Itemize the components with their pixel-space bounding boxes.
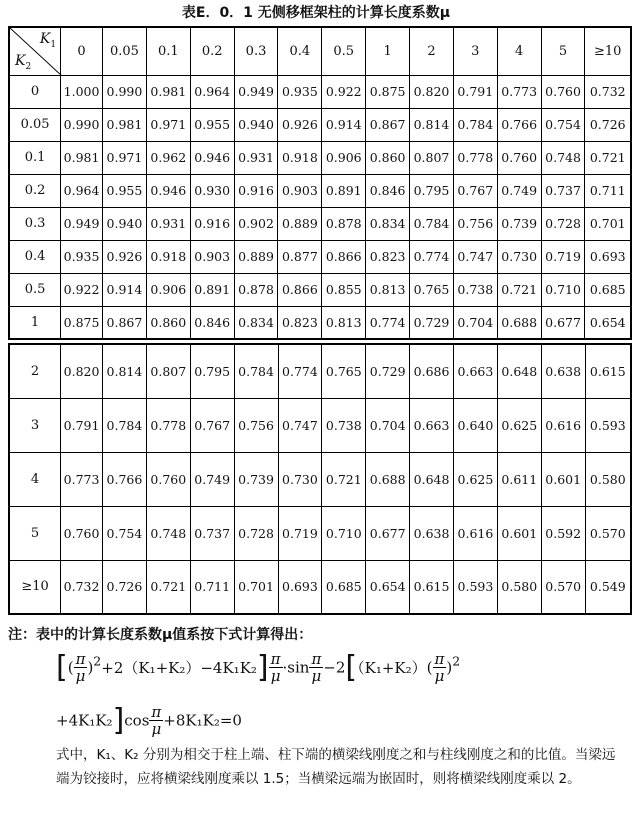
mu-value-cell: 0.902 — [234, 207, 278, 240]
mu-value-cell: 0.732 — [61, 560, 103, 614]
mu-table-top — [8, 26, 632, 340]
mu-value-cell: 0.820 — [410, 75, 454, 108]
mu-value-cell: 0.860 — [366, 141, 410, 174]
mu-value-cell: 0.730 — [497, 240, 541, 273]
mu-value-cell: 0.719 — [278, 506, 322, 560]
mu-value-cell: 0.931 — [234, 141, 278, 174]
mu-value-cell: 0.814 — [103, 344, 147, 398]
mu-value-cell: 0.791 — [61, 398, 103, 452]
mu-value-cell: 0.855 — [322, 273, 366, 306]
mu-value-cell: 0.580 — [497, 560, 541, 614]
mu-value-cell: 0.940 — [234, 108, 278, 141]
mu-value-cell: 0.685 — [585, 273, 631, 306]
mu-value-cell: 1.000 — [61, 75, 103, 108]
mu-value-cell: 0.867 — [103, 306, 147, 339]
mu-value-cell: 0.814 — [410, 108, 454, 141]
mu-value-cell: 0.738 — [322, 398, 366, 452]
mu-value-cell: 0.710 — [322, 506, 366, 560]
mu-value-cell: 0.795 — [190, 344, 234, 398]
mu-value-cell: 0.616 — [454, 506, 498, 560]
mu-value-cell: 0.766 — [103, 452, 147, 506]
mu-value-cell: 0.737 — [541, 174, 585, 207]
mu-value-cell: 0.710 — [541, 273, 585, 306]
mu-value-cell: 0.962 — [146, 141, 190, 174]
mu-value-cell: 0.663 — [410, 398, 454, 452]
mu-value-cell: 0.747 — [453, 240, 497, 273]
table-row — [9, 141, 631, 174]
mu-value-cell: 0.760 — [146, 452, 190, 506]
mu-value-cell: 0.784 — [410, 207, 454, 240]
mu-value-cell: 0.601 — [497, 506, 541, 560]
mu-value-cell: 0.767 — [453, 174, 497, 207]
mu-value-cell: 0.739 — [234, 452, 278, 506]
mu-value-cell: 0.860 — [146, 306, 190, 339]
row-header-k2: 0.3 — [9, 207, 61, 240]
mu-value-cell: 0.570 — [541, 560, 585, 614]
mu-value-cell: 0.823 — [366, 240, 410, 273]
mu-value-cell: 0.784 — [453, 108, 497, 141]
row-header-k2: 3 — [9, 398, 61, 452]
mu-value-cell: 0.990 — [103, 75, 147, 108]
mu-value-cell: 0.616 — [541, 398, 585, 452]
mu-value-cell: 0.930 — [190, 174, 234, 207]
mu-value-cell: 0.765 — [410, 273, 454, 306]
table-row — [9, 398, 631, 452]
formula-line-1: [( $\frac{\pi}{\mu}$ )$^2$+2（K₁+K₂）−4K₁K₂] $\frac{\pi}{\mu}$ ·sin $\frac{\pi}{\mu}$ −2[（K₁+K₂）( $\frac{\pi}{\mu}$ )$^2$ — [56, 650, 461, 685]
mu-value-cell: 0.903 — [190, 240, 234, 273]
mu-value-cell: 0.685 — [322, 560, 366, 614]
mu-value-cell: 0.946 — [190, 141, 234, 174]
mu-value-cell: 0.721 — [322, 452, 366, 506]
mu-value-cell: 0.593 — [454, 560, 498, 614]
mu-value-cell: 0.784 — [234, 344, 278, 398]
mu-value-cell: 0.906 — [146, 273, 190, 306]
column-header-k1: 5 — [541, 27, 585, 75]
mu-value-cell: 0.875 — [366, 75, 410, 108]
mu-value-cell: 0.693 — [278, 560, 322, 614]
mu-value-cell: 0.878 — [322, 207, 366, 240]
mu-value-cell: 0.738 — [453, 273, 497, 306]
mu-value-cell: 0.721 — [585, 141, 631, 174]
mu-value-cell: 0.688 — [497, 306, 541, 339]
mu-value-cell: 0.891 — [190, 273, 234, 306]
mu-value-cell: 0.748 — [146, 506, 190, 560]
mu-value-cell: 0.728 — [234, 506, 278, 560]
mu-value-cell: 0.756 — [453, 207, 497, 240]
mu-value-cell: 0.686 — [410, 344, 454, 398]
mu-value-cell: 0.693 — [585, 240, 631, 273]
mu-value-cell: 0.754 — [103, 506, 147, 560]
mu-value-cell: 0.739 — [497, 207, 541, 240]
mu-value-cell: 0.878 — [234, 273, 278, 306]
mu-value-cell: 0.688 — [366, 452, 410, 506]
mu-value-cell: 0.914 — [322, 108, 366, 141]
table-row — [9, 273, 631, 306]
mu-value-cell: 0.701 — [234, 560, 278, 614]
mu-value-cell: 0.760 — [61, 506, 103, 560]
mu-value-cell: 0.778 — [453, 141, 497, 174]
mu-value-cell: 0.866 — [278, 273, 322, 306]
mu-value-cell: 0.926 — [278, 108, 322, 141]
table-title: 表E．0．1 无侧移框架柱的计算长度系数μ — [181, 5, 451, 21]
table-row — [9, 75, 631, 108]
mu-value-cell: 0.737 — [190, 506, 234, 560]
table-row — [9, 174, 631, 207]
mu-value-cell: 0.875 — [61, 306, 103, 339]
row-header-k2: 0 — [9, 75, 61, 108]
column-header-k1: ≥10 — [585, 27, 631, 75]
mu-value-cell: 0.823 — [278, 306, 322, 339]
formula-line-2: +4K₁K₂]cos $\frac{\pi}{\mu}$ +8K₁K₂=0 — [56, 703, 242, 738]
mu-value-cell: 0.778 — [146, 398, 190, 452]
mu-value-cell: 0.601 — [541, 452, 585, 506]
mu-value-cell: 0.791 — [453, 75, 497, 108]
mu-value-cell: 0.773 — [61, 452, 103, 506]
k2-label: $K_2$ — [15, 52, 32, 72]
row-header-k2: 5 — [9, 506, 61, 560]
mu-value-cell: 0.903 — [278, 174, 322, 207]
mu-value-cell: 0.916 — [190, 207, 234, 240]
mu-value-cell: 0.981 — [61, 141, 103, 174]
row-header-k2: 2 — [9, 344, 61, 398]
mu-value-cell: 0.640 — [454, 398, 498, 452]
mu-value-cell: 0.867 — [366, 108, 410, 141]
corner-header-cell — [9, 27, 61, 75]
mu-value-cell: 0.638 — [410, 506, 454, 560]
mu-value-cell: 0.931 — [146, 207, 190, 240]
k1-label: $K_1$ — [39, 31, 57, 50]
mu-value-cell: 0.949 — [234, 75, 278, 108]
mu-value-cell: 0.807 — [146, 344, 190, 398]
mu-value-cell: 0.813 — [322, 306, 366, 339]
mu-value-cell: 0.774 — [410, 240, 454, 273]
mu-value-cell: 0.807 — [410, 141, 454, 174]
mu-value-cell: 0.955 — [190, 108, 234, 141]
column-header-k1: 1 — [366, 27, 410, 75]
mu-value-cell: 0.866 — [322, 240, 366, 273]
mu-value-cell: 0.971 — [103, 141, 147, 174]
mu-value-cell: 0.774 — [366, 306, 410, 339]
mu-value-cell: 0.846 — [190, 306, 234, 339]
mu-value-cell: 0.721 — [146, 560, 190, 614]
mu-value-cell: 0.891 — [322, 174, 366, 207]
mu-value-cell: 0.918 — [146, 240, 190, 273]
row-header-k2: 0.2 — [9, 174, 61, 207]
table-row — [9, 452, 631, 506]
column-header-k1: 4 — [497, 27, 541, 75]
column-header-k1: 0 — [61, 27, 103, 75]
mu-value-cell: 0.729 — [410, 306, 454, 339]
mu-value-cell: 0.767 — [190, 398, 234, 452]
mu-value-cell: 0.765 — [322, 344, 366, 398]
mu-value-cell: 0.730 — [278, 452, 322, 506]
mu-value-cell: 0.704 — [453, 306, 497, 339]
table-row — [9, 506, 631, 560]
mu-value-cell: 0.935 — [278, 75, 322, 108]
mu-table-bottom — [8, 343, 632, 615]
row-header-k2: 0.4 — [9, 240, 61, 273]
mu-value-cell: 0.749 — [497, 174, 541, 207]
mu-value-cell: 0.726 — [585, 108, 631, 141]
mu-value-cell: 0.889 — [234, 240, 278, 273]
mu-value-cell: 0.704 — [366, 398, 410, 452]
mu-value-cell: 0.981 — [103, 108, 147, 141]
mu-value-cell: 0.935 — [61, 240, 103, 273]
mu-value-cell: 0.747 — [278, 398, 322, 452]
column-header-k1: 0.4 — [278, 27, 322, 75]
mu-value-cell: 0.726 — [103, 560, 147, 614]
mu-value-cell: 0.593 — [585, 398, 631, 452]
mu-value-cell: 0.784 — [103, 398, 147, 452]
mu-value-cell: 0.615 — [410, 560, 454, 614]
mu-value-cell: 0.766 — [497, 108, 541, 141]
mu-value-cell: 0.615 — [585, 344, 631, 398]
mu-value-cell: 0.638 — [541, 344, 585, 398]
mu-value-cell: 0.719 — [541, 240, 585, 273]
note-intro: 注：表中的计算长度系数μ值系按下式计算得出： — [8, 627, 313, 643]
mu-value-cell: 0.760 — [497, 141, 541, 174]
mu-value-cell: 0.990 — [61, 108, 103, 141]
column-header-k1: 3 — [453, 27, 497, 75]
table-row — [9, 306, 631, 339]
mu-value-cell: 0.648 — [410, 452, 454, 506]
mu-value-cell: 0.773 — [497, 75, 541, 108]
column-header-k1: 0.3 — [234, 27, 278, 75]
column-header-k1: 0.1 — [146, 27, 190, 75]
mu-value-cell: 0.592 — [541, 506, 585, 560]
mu-value-cell: 0.918 — [278, 141, 322, 174]
mu-value-cell: 0.756 — [234, 398, 278, 452]
note-explanation: 式中，K₁、K₂ 分别为相交于柱上端、柱下端的横梁线刚度之和与柱线刚度之和的比值。当梁远端为铰接时，应将横梁线刚度乘以 1.5；当横梁远端为嵌固时，则将横梁线刚度乘以 2。 — [56, 747, 616, 787]
mu-value-cell: 0.820 — [61, 344, 103, 398]
mu-value-cell: 0.971 — [146, 108, 190, 141]
row-header-k2: ≥10 — [9, 560, 61, 614]
row-header-k2: 0.5 — [9, 273, 61, 306]
column-header-k1: 2 — [410, 27, 454, 75]
mu-value-cell: 0.648 — [497, 344, 541, 398]
mu-value-cell: 0.663 — [454, 344, 498, 398]
mu-value-cell: 0.834 — [366, 207, 410, 240]
mu-value-cell: 0.922 — [322, 75, 366, 108]
column-header-k1: 0.2 — [190, 27, 234, 75]
table-row — [9, 240, 631, 273]
mu-value-cell: 0.949 — [61, 207, 103, 240]
mu-value-cell: 0.940 — [103, 207, 147, 240]
table-row — [9, 560, 631, 614]
mu-value-cell: 0.749 — [190, 452, 234, 506]
mu-value-cell: 0.914 — [103, 273, 147, 306]
mu-value-cell: 0.813 — [366, 273, 410, 306]
mu-value-cell: 0.760 — [541, 75, 585, 108]
mu-value-cell: 0.754 — [541, 108, 585, 141]
mu-value-cell: 0.677 — [366, 506, 410, 560]
row-header-k2: 0.1 — [9, 141, 61, 174]
mu-value-cell: 0.611 — [497, 452, 541, 506]
mu-value-cell: 0.834 — [234, 306, 278, 339]
mu-value-cell: 0.549 — [585, 560, 631, 614]
mu-value-cell: 0.981 — [146, 75, 190, 108]
mu-value-cell: 0.846 — [366, 174, 410, 207]
mu-value-cell: 0.916 — [234, 174, 278, 207]
mu-value-cell: 0.721 — [497, 273, 541, 306]
row-header-k2: 0.05 — [9, 108, 61, 141]
mu-value-cell: 0.625 — [454, 452, 498, 506]
mu-value-cell: 0.795 — [410, 174, 454, 207]
mu-value-cell: 0.729 — [366, 344, 410, 398]
mu-value-cell: 0.964 — [190, 75, 234, 108]
mu-value-cell: 0.711 — [585, 174, 631, 207]
row-header-k2: 1 — [9, 306, 61, 339]
table-row — [9, 207, 631, 240]
mu-value-cell: 0.677 — [541, 306, 585, 339]
mu-value-cell: 0.955 — [103, 174, 147, 207]
mu-value-cell: 0.570 — [585, 506, 631, 560]
mu-value-cell: 0.906 — [322, 141, 366, 174]
column-header-k1: 0.5 — [322, 27, 366, 75]
row-header-k2: 4 — [9, 452, 61, 506]
mu-value-cell: 0.922 — [61, 273, 103, 306]
column-header-k1: 0.05 — [103, 27, 147, 75]
mu-value-cell: 0.728 — [541, 207, 585, 240]
mu-value-cell: 0.701 — [585, 207, 631, 240]
mu-value-cell: 0.946 — [146, 174, 190, 207]
table-row — [9, 108, 631, 141]
mu-value-cell: 0.926 — [103, 240, 147, 273]
mu-value-cell: 0.580 — [585, 452, 631, 506]
mu-value-cell: 0.748 — [541, 141, 585, 174]
mu-value-cell: 0.654 — [366, 560, 410, 614]
mu-value-cell: 0.877 — [278, 240, 322, 273]
table-row — [9, 344, 631, 398]
mu-value-cell: 0.964 — [61, 174, 103, 207]
mu-value-cell: 0.654 — [585, 306, 631, 339]
mu-value-cell: 0.889 — [278, 207, 322, 240]
mu-value-cell: 0.732 — [585, 75, 631, 108]
mu-value-cell: 0.774 — [278, 344, 322, 398]
mu-value-cell: 0.711 — [190, 560, 234, 614]
mu-value-cell: 0.625 — [497, 398, 541, 452]
